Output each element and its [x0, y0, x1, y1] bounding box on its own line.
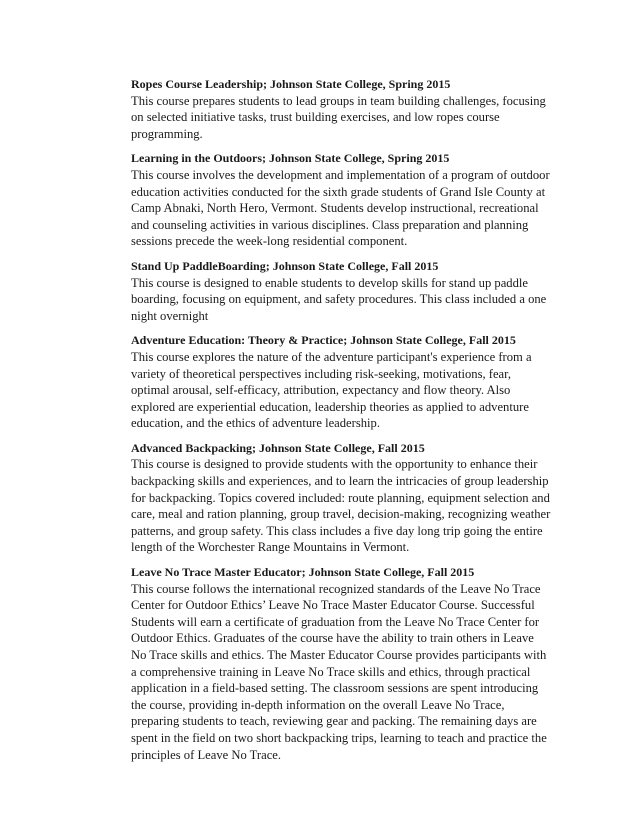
course-title: Leave No Trace Master Educator; Johnson State College, Fall 2015 — [131, 565, 475, 580]
course-title: Learning in the Outdoors; Johnson State College, Spring 2015 — [131, 151, 450, 166]
course-entry-advanced-backpacking — [131, 440, 551, 556]
course-entry-ropes-course-leadership — [131, 76, 551, 142]
course-entry-adventure-education — [131, 332, 551, 432]
course-description: This course prepares students to lead groups in team building challenges, focusing on selected initiative tasks, trust building exercises, and low ropes course programming. — [131, 93, 546, 141]
course-title: Advanced Backpacking; Johnson State College, Fall 2015 — [131, 440, 425, 455]
course-list — [131, 76, 551, 771]
course-description: This course is designed to enable students to develop skills for stand up paddle boarding, focusing on equipment, and safety procedures. This class included a one night overnight — [131, 275, 547, 323]
course-entry-stand-up-paddleboarding — [131, 258, 551, 324]
course-title: Ropes Course Leadership; Johnson State College, Spring 2015 — [131, 77, 451, 91]
course-description: This course involves the development and implementation of a program of outdoor education activities conducted for the sixth grade students of Grand Isle County at Camp Abnaki, North Hero, Vermont. Students develop instructional, recreational and counseling activities in various disciplines. Class preparation and planning sessions precede the week-long residential component. — [131, 167, 550, 249]
course-entry-learning-in-the-outdoors — [131, 150, 551, 250]
course-entry-leave-no-trace — [131, 564, 551, 763]
course-title: Stand Up PaddleBoarding; Johnson State College, Fall 2015 — [131, 258, 439, 273]
course-description: This course follows the international recognized standards of the Leave No Trace Center for Outdoor Ethics’ Leave No Trace Master Educator Course. Successful Students will earn a certificate of graduation from the Leave No Trace Center for Outdoor Ethics. Graduates of the course have the ability to train others in Leave No Trace skills and ethics. The Master Educator Course provides participants with a comprehensive training in Leave No Trace skills and ethics, through practical application in a field-based setting. The classroom sessions are spent introducing the course, providing in-depth information on the overall Leave No Trace, preparing students to teach, reviewing gear and packing. The remaining days are spent in the field on two short backpacking trips, learning to teach and practice the principles of Leave No Trace. — [131, 581, 547, 762]
course-description: This course explores the nature of the adventure participant's experience from a variety of theoretical perspectives including risk-seeking, motivations, fear, optimal arousal, self-efficacy, attribution, expectancy and flow theory. Also explored are experiential education, leadership theories as applied to adventure education, and the ethics of adventure leadership. — [131, 349, 532, 431]
course-description: This course is designed to provide students with the opportunity to enhance their backpacking skills and experiences, and to learn the intricacies of group leadership for backpacking. Topics covered included: route planning, equipment selection and care, meal and ration planning, group travel, decision-making, recognizing weather patterns, and group safety. This class includes a five day long trip going the entire length of the Worchester Range Mountains in Vermont. — [131, 457, 551, 555]
course-title: Adventure Education: Theory & Practice; Johnson State College, Fall 2015 — [131, 333, 516, 348]
